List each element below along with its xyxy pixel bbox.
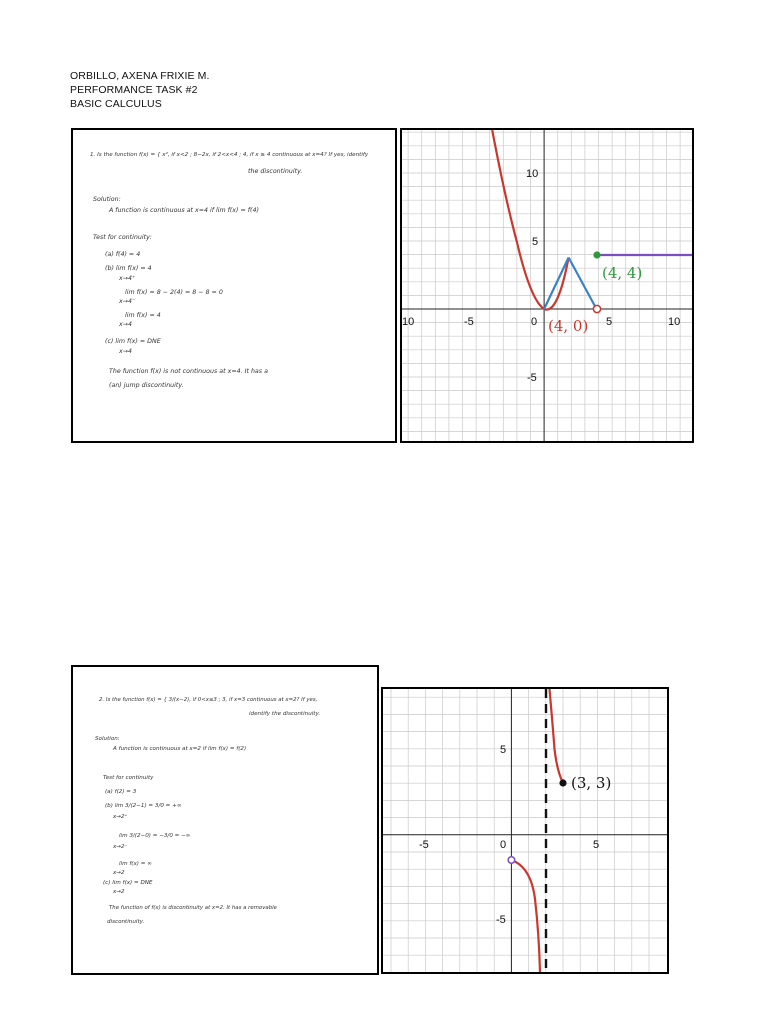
graph1-tick-x-5: 5 bbox=[606, 316, 613, 328]
p1-line: the discontinuity. bbox=[248, 168, 303, 175]
p2-line: Solution: bbox=[95, 736, 120, 742]
p2-line: x→2⁻ bbox=[113, 844, 128, 850]
graph1-tick-origin: 0 bbox=[531, 316, 538, 328]
p2-line: identify the discontinuity. bbox=[249, 711, 321, 717]
p1-line: A function is continuous at x=4 if lim f(x) = f(4) bbox=[109, 207, 259, 214]
p1-line: x→4 bbox=[119, 348, 133, 355]
graph2-plot bbox=[383, 689, 667, 972]
graph2-open-point bbox=[508, 857, 515, 864]
graph2-panel bbox=[381, 687, 669, 974]
graph1-tick-x-neg5: -5 bbox=[464, 316, 474, 328]
document-header bbox=[70, 69, 210, 111]
p2-line: A function is continuous at x=2 if lim f(x) = f(2) bbox=[113, 746, 247, 752]
student-name: ORBILLO, AXENA FRIXIE M. bbox=[70, 70, 210, 82]
p2-line: discontinuity. bbox=[107, 919, 145, 925]
graph1-point-4-4 bbox=[593, 251, 600, 258]
problem2-solution-box bbox=[71, 665, 379, 975]
task-title: PERFORMANCE TASK #2 bbox=[70, 84, 198, 96]
graph1-tick-y-neg5: -5 bbox=[527, 372, 537, 384]
p1-line: 1. Is the function f(x) = { x², if x<2 ; 8−2x, if 2<x<4 ; 4, if x ≥ 4 continuous at x=4? If yes, identify bbox=[90, 152, 369, 158]
p1-line: x→4⁻ bbox=[119, 298, 136, 305]
p1-line: (c) lim f(x) = DNE bbox=[105, 338, 161, 345]
p2-line: (b) lim 3/(2−1) = 3/0 = +∞ bbox=[105, 803, 182, 809]
p1-line: x→4 bbox=[119, 321, 133, 328]
graph1-tick-x-10: 10 bbox=[668, 316, 681, 328]
p1-line: Solution: bbox=[93, 196, 121, 203]
p1-line: Test for continuity: bbox=[93, 234, 152, 241]
p2-line: x→2 bbox=[113, 889, 125, 895]
graph1-label-4-4: (4, 4) bbox=[602, 264, 643, 282]
graph1-tick-y-5: 5 bbox=[532, 236, 539, 248]
p2-line: 2. Is the function f(x) = { 3/(x−2), if 0<x≤3 ; 3, if x=3 continuous at x=2? If yes, bbox=[99, 697, 318, 703]
graph1-tick-y-10: 10 bbox=[526, 168, 539, 180]
graph1-tick-x-neg10: 10 bbox=[402, 316, 415, 328]
graph1-plot bbox=[402, 130, 692, 441]
p2-line: (a) f(2) = 3 bbox=[105, 789, 137, 795]
p1-line: lim f(x) = 4 bbox=[125, 312, 161, 319]
subject-title: BASIC CALCULUS bbox=[70, 98, 162, 110]
graph2-point-3-3 bbox=[559, 779, 566, 786]
graph1-panel bbox=[400, 128, 694, 443]
p1-line: The function f(x) is not continuous at x=4. It has a bbox=[109, 368, 268, 375]
p2-line: The function of f(x) is discontinuity at x=2. It has a removable bbox=[109, 905, 277, 911]
graph1-grid bbox=[402, 130, 692, 441]
p1-line: x→4⁺ bbox=[119, 275, 136, 282]
graph2-tick-origin: 0 bbox=[500, 839, 507, 851]
graph2-grid bbox=[383, 689, 667, 972]
graph1-label-4-0: (4, 0) bbox=[548, 317, 589, 335]
p2-line: x→2 bbox=[113, 870, 125, 876]
problem1-solution-box bbox=[71, 128, 397, 443]
p1-line: (a) f(4) = 4 bbox=[105, 251, 141, 258]
graph2-curve-right bbox=[550, 689, 564, 783]
p2-line: (c) lim f(x) = DNE bbox=[103, 880, 153, 886]
p1-line: lim f(x) = 8 − 2(4) = 8 − 8 = 0 bbox=[125, 289, 223, 296]
graph2-tick-x-neg5: -5 bbox=[419, 839, 429, 851]
p2-line: Test for continuity bbox=[103, 775, 154, 781]
p2-line: lim 3/(2−0) = −3/0 = −∞ bbox=[119, 833, 191, 839]
graph2-tick-y-neg5: -5 bbox=[496, 914, 506, 926]
graph1-open-point-4-0 bbox=[593, 305, 600, 312]
p2-line: lim f(x) = ∞ bbox=[119, 861, 152, 867]
graph2-tick-y-5: 5 bbox=[500, 744, 507, 756]
graph1-linear-segment-down bbox=[569, 258, 597, 310]
p2-line: x→2⁺ bbox=[113, 814, 128, 820]
p1-line: (b) lim f(x) = 4 bbox=[105, 265, 152, 272]
graph2-label-3-3: (3, 3) bbox=[571, 774, 612, 792]
graph2-tick-x-5: 5 bbox=[593, 839, 600, 851]
p1-line: (an) jump discontinuity. bbox=[109, 382, 184, 389]
